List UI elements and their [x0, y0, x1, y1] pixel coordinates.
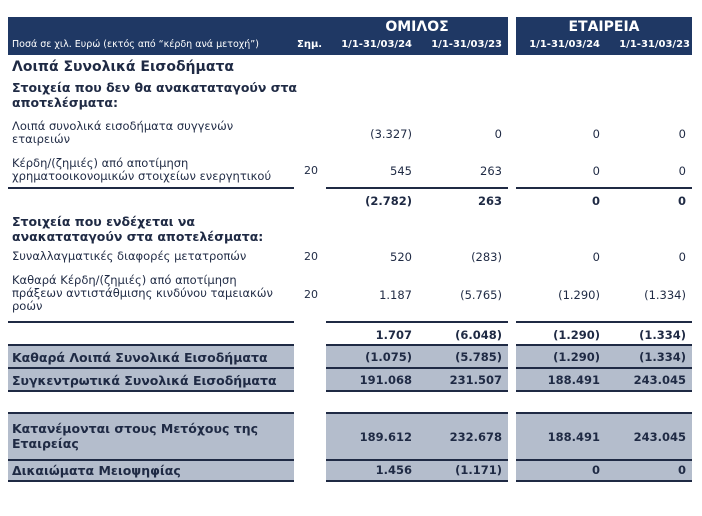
- total-row1-group-2023: (5.785): [455, 350, 502, 364]
- allocation-top-line-label: [8, 412, 294, 414]
- total-row2-group-2023: 231.507: [449, 373, 502, 387]
- block2-title: Στοιχεία που ενδέχεται να ανακαταταγούν στα αποτελέσματα:: [12, 214, 264, 244]
- totals-bottom-line-company: [516, 390, 692, 392]
- total-row2-label: Συγκεντρωτικά Συνολικά Εισοδήματα: [12, 373, 277, 388]
- block2-line-label: [8, 321, 294, 323]
- period-header-group-2024: 1/1-31/03/24: [341, 39, 412, 50]
- section-title: Λοιπά Συνολικά Εισοδήματα: [12, 59, 234, 75]
- block1-row2-note: 20: [304, 164, 318, 177]
- allocation-top-line-company: [516, 412, 692, 414]
- block2-line-company: [516, 321, 692, 323]
- block1-row1-group-2024: (3.327): [370, 127, 412, 141]
- group-title: ΟΜΙΛΟΣ: [385, 19, 449, 35]
- block2-row1-company-2024: 0: [592, 250, 600, 264]
- block2-subtotal-group-2024: 1.707: [375, 328, 412, 342]
- block1-row2-group-2024: 545: [390, 164, 412, 178]
- allocation-row1-group-2023: 232.678: [449, 430, 502, 444]
- block1-subtotal-company-2024: 0: [591, 194, 600, 208]
- block2-row2-note: 20: [304, 288, 318, 301]
- block1-line-group: [326, 187, 508, 189]
- allocation-mid-line-group: [326, 459, 508, 461]
- block2-row2-company-2024: (1.290): [558, 288, 600, 302]
- total-row1-label: Καθαρά Λοιπά Συνολικά Εισοδήματα: [12, 350, 268, 365]
- allocation-top-line-group: [326, 412, 508, 414]
- header-caption: Ποσά σε χιλ. Ευρώ (εκτός από “κέρδη ανά μετοχή”): [12, 39, 259, 50]
- allocation-bottom-line-label: [8, 480, 294, 482]
- block2-row2-group-2023: (5.765): [460, 288, 502, 302]
- total-row1-company-2024: (1.290): [553, 350, 600, 364]
- total-row1-group-2024: (1.075): [365, 350, 412, 364]
- allocation-mid-line-label: [8, 459, 294, 461]
- block2-row1-note: 20: [304, 250, 318, 263]
- block2-row1-group-2023: (283): [471, 250, 502, 264]
- totals-mid-line-label: [8, 367, 294, 369]
- total-row1-company-2023: (1.334): [639, 350, 686, 364]
- allocation-row1-company-2023: 243.045: [633, 430, 686, 444]
- allocation-row1-group-2024: 189.612: [359, 430, 412, 444]
- allocation-row2-label: Δικαιώματα Μειοψηφίας: [12, 463, 181, 478]
- block2-subtotal-group-2023: (6.048): [455, 328, 502, 342]
- block1-row2-company-2023: 0: [678, 164, 686, 178]
- block1-row1-group-2023: 0: [494, 127, 502, 141]
- block2-row2-label: Καθαρά Κέρδη/(ζημιές) από αποτίμηση πράξεων αντιστάθμισης κινδύνου ταμειακών ροών: [12, 273, 273, 313]
- block2-row2-company-2023: (1.334): [644, 288, 686, 302]
- totals-bottom-line-group: [326, 390, 508, 392]
- allocation-mid-line-company: [516, 459, 692, 461]
- block1-row2-group-2023: 263: [480, 164, 502, 178]
- allocation-row2-group-2023: (1.171): [455, 463, 502, 477]
- company-title: ΕΤΑΙΡΕΙΑ: [568, 19, 640, 35]
- total-row2-group-2024: 191.068: [359, 373, 412, 387]
- block1-title: Στοιχεία που δεν θα ανακαταταγούν στα αποτελέσματα:: [12, 80, 298, 110]
- period-header-company-2024: 1/1-31/03/24: [529, 39, 600, 50]
- totals-mid-line-group: [326, 367, 508, 369]
- block1-row1-label: Λοιπά συνολικά εισοδήματα συγγενών εταιρειών: [12, 119, 234, 146]
- block1-row1-company-2024: 0: [592, 127, 600, 141]
- totals-top-line-company: [516, 344, 692, 346]
- block1-row2-company-2024: 0: [592, 164, 600, 178]
- block2-line-group: [326, 321, 508, 323]
- allocation-row1-label: Κατανέμονται στους Μετόχους της Εταιρείας: [12, 421, 259, 451]
- block1-subtotal-group-2023: 263: [477, 194, 502, 208]
- allocation-row2-group-2024: 1.456: [375, 463, 412, 477]
- period-header-group-2023: 1/1-31/03/23: [431, 39, 502, 50]
- block2-row1-group-2024: 520: [390, 250, 412, 264]
- allocation-row2-company-2024: 0: [591, 463, 600, 477]
- totals-top-line-label: [8, 344, 294, 346]
- block1-line-label: [8, 187, 294, 189]
- totals-bottom-line-label: [8, 390, 294, 392]
- block1-row2-label: Κέρδη/(ζημιές) από αποτίμηση χρηματοοικονομικών στοιχείων ενεργητικού: [12, 156, 272, 183]
- block1-line-company: [516, 187, 692, 189]
- total-row2-company-2023: 243.045: [633, 373, 686, 387]
- note-column-header: Σημ.: [297, 39, 323, 50]
- allocation-bottom-line-company: [516, 480, 692, 482]
- block2-subtotal-company-2024: (1.290): [553, 328, 600, 342]
- block2-row1-label: Συναλλαγματικές διαφορές μετατροπών: [12, 249, 247, 263]
- allocation-bottom-line-group: [326, 480, 508, 482]
- totals-mid-line-company: [516, 367, 692, 369]
- block1-row1-company-2023: 0: [678, 127, 686, 141]
- block1-subtotal-company-2023: 0: [677, 194, 686, 208]
- period-header-company-2023: 1/1-31/03/23: [619, 39, 690, 50]
- block1-subtotal-group-2024: (2.782): [365, 194, 412, 208]
- allocation-row2-company-2023: 0: [677, 463, 686, 477]
- total-row2-company-2024: 188.491: [547, 373, 600, 387]
- block2-row2-group-2024: 1.187: [379, 288, 412, 302]
- allocation-row1-company-2024: 188.491: [547, 430, 600, 444]
- totals-top-line-group: [326, 344, 508, 346]
- block2-subtotal-company-2023: (1.334): [639, 328, 686, 342]
- block2-row1-company-2023: 0: [678, 250, 686, 264]
